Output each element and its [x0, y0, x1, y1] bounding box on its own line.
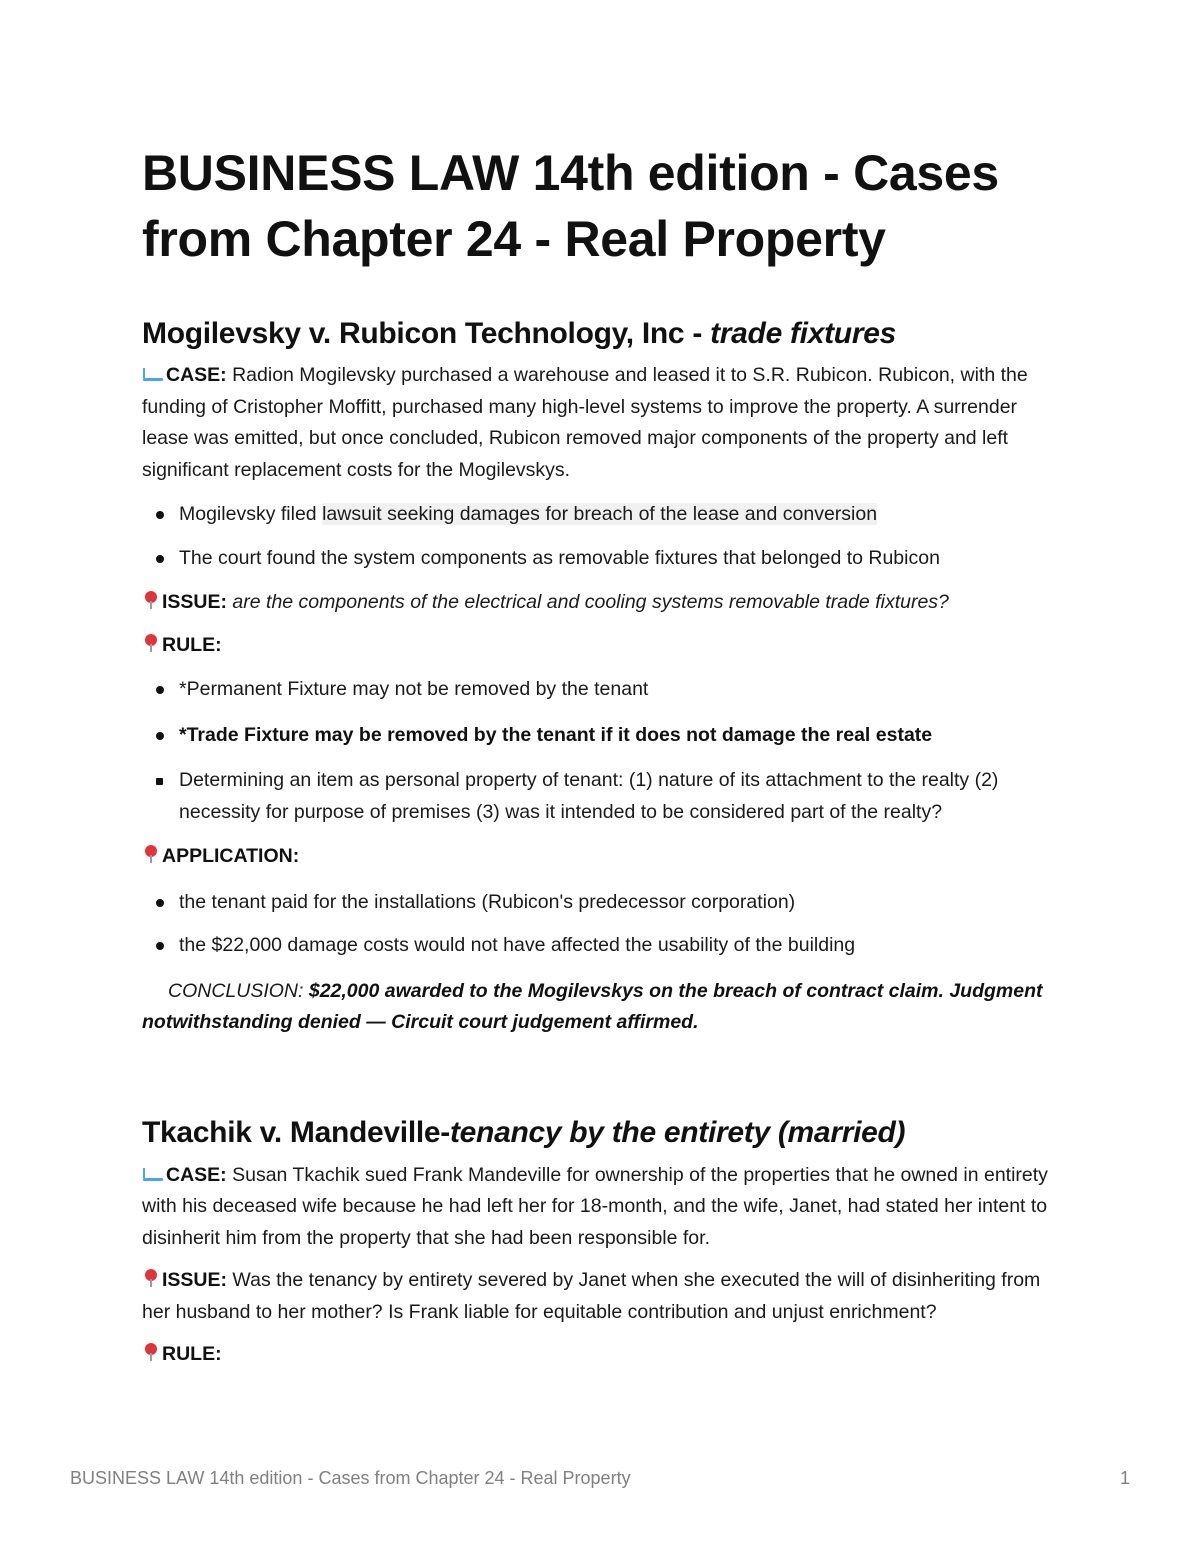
case1-conclusion-paragraph	[142, 976, 1060, 1039]
case1-case-paragraph	[142, 360, 1060, 486]
case1-rule-label: RULE:	[162, 633, 222, 656]
case1-facts-list	[142, 499, 1060, 574]
case2-rule-label: RULE:	[162, 1343, 222, 1365]
highlighted-text: lawsuit seeking damages for breach of the lease and conversion	[322, 503, 878, 525]
case2-case-label: CASE:	[166, 1163, 227, 1186]
page-number: 1	[1119, 1468, 1130, 1488]
case2-issue-text: Was the tenancy by entirety severed by Janet when she executed the will of disinheriting from her husband to her mother? Is Frank liable for equitable contribution and unjust enrichment?	[142, 1269, 1041, 1323]
case1-application-paragraph	[142, 841, 1060, 873]
case1-rule-paragraph	[142, 630, 1060, 662]
case2-issue-label: ISSUE:	[162, 1269, 228, 1291]
pin-icon	[144, 1342, 158, 1362]
list-item: *Trade Fixture may be removed by the tenant if it does not damage the real estate	[142, 720, 1060, 752]
case1-heading-topic: trade fixtures	[710, 317, 896, 350]
case1-rules-list	[142, 674, 1060, 828]
list-item: Mogilevsky filed lawsuit seeking damages for breach of the lease and conversion	[142, 499, 1060, 531]
document-title: BUSINESS LAW 14th edition - Cases from Chapter 24 - Real Property	[142, 145, 999, 267]
case2-rule-paragraph	[142, 1339, 1060, 1371]
case2-heading-topic: tenancy by the entirety (married)	[449, 1115, 906, 1149]
case1-application-list	[142, 887, 1060, 962]
book-icon	[142, 366, 164, 382]
pin-icon	[144, 1268, 158, 1288]
case1-case-label: CASE:	[166, 364, 227, 386]
list-item: Determining an item as personal property of tenant: (1) nature of its attachment to the realty (2) necessity for purpose of premises (3) was it intended to be considered part of the realty?	[142, 765, 1060, 828]
list-item: *Permanent Fixture may not be removed by the tenant	[142, 674, 1060, 706]
case1-case-text: Radion Mogilevsky purchased a warehouse and leased it to S.R. Rubicon. Rubicon, with the funding of Cristopher Moffitt, purchased many high-level systems to improve the property. A surrender lease was emitted, but once concluded, Rubicon removed major components of the property and left significant replacement costs for the Mogilevskys.	[142, 364, 1028, 481]
case1-conclusion-label: CONCLUSION:	[168, 979, 304, 1002]
list-item: The court found the system components as removable fixtures that belonged to Rubicon	[142, 543, 1060, 575]
case1-issue-paragraph	[142, 587, 1060, 619]
case1-issue-label: ISSUE:	[162, 591, 228, 613]
document-page	[142, 140, 1060, 1371]
case1-issue-text: are the components of the electrical and cooling systems removable trade fixtures?	[227, 591, 949, 613]
case1-heading: Mogilevsky v. Rubicon Technology, Inc - trade fixtures	[142, 317, 896, 350]
pin-icon	[144, 844, 158, 864]
page-footer	[70, 1466, 1130, 1490]
book-icon	[142, 1166, 164, 1182]
case2-heading: Tkachik v. Mandeville-tenancy by the entirety (married)	[142, 1115, 906, 1149]
pin-icon	[144, 633, 158, 653]
list-item: the tenant paid for the installations (Rubicon's predecessor corporation)	[142, 887, 1060, 919]
case2-case-text: Susan Tkachik sued Frank Mandeville for ownership of the properties that he owned in entirety with his deceased wife because he had left her for 18-month, and the wife, Janet, had stated her intent to disinherit him from the property that she had been responsible for.	[142, 1163, 1048, 1249]
list-item: the $22,000 damage costs would not have affected the usability of the building	[142, 930, 1060, 962]
case1-application-label: APPLICATION:	[162, 845, 300, 867]
case1-conclusion-text: $22,000 awarded to the Mogilevskys on the breach of contract claim. Judgment notwithstanding denied — Circuit court judgement affirmed.	[142, 979, 1043, 1033]
case2-case-paragraph	[142, 1160, 1060, 1255]
footer-title: BUSINESS LAW 14th edition - Cases from Chapter 24 - Real Property	[70, 1468, 631, 1488]
pin-icon	[144, 590, 158, 610]
case2-issue-paragraph	[142, 1265, 1060, 1328]
